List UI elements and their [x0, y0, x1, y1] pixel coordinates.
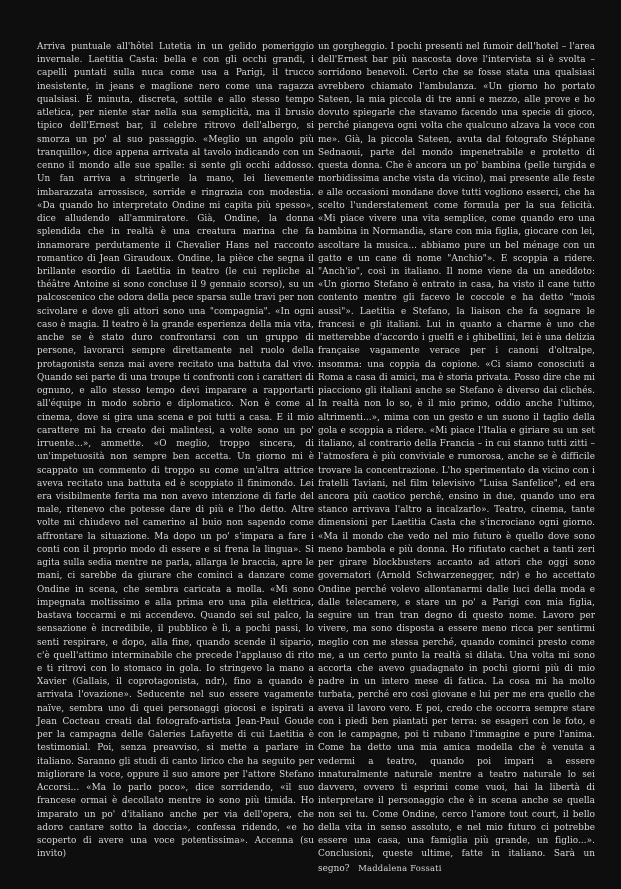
article-text-left: Arriva puntuale all'hôtel Lutetia in un gelido pomeriggio invernale. Laetitia Casta: bella e con gli occhi grandi, i capelli puntati sulla nuca come usa a Parigi, il trucco inesistente, in jeans e maglione nero come una ragazza qualsiasi. È minuta, discreta, sottile e allo stesso tempo atletica, per niente star nella sua semplicità, ma il brusio tipico dell'Ernest bar, il celebre ritrovo dell'albergo, si smorza un po' al suo passaggio. «Meglio un angolo più tranquillo», dice appena arrivata al tavolo indicando con un cenno il mondo alle sue spalle: si sente gli occhi addosso. Un fan arriva a stringerle la mano, lei lievemente imbarazzata arrossisce, sorride e ringrazia con modestia. «Da quando ho interpretato Ondine mi capita più spesso», dice alludendo all'ammiratore. Già, Ondine, la donna splendida che in realtà è una creatura marina che fa innamorare perdutamente il Chevalier Hans nel racconto romantico di Jean Giraudoux. Ondine, la pièce che segna il brillante esordio di Laetitia in teatro (le cui repliche al théâtre Antoine si sono concluse il 9 gennaio scorso), su un palcoscenico che odora della pece sparsa sulle travi per non scivolare e dove gli attori sono una "compagnia". «In ogni caso è magia. Il teatro è la grande esperienza della mia vita, anche se è stato duro confrontarsi con un gruppo di persone, lavorarci sempre direttamente nel ruolo della protagonista senza mai avere recitato una battuta dal vivo. Quando sei parte di una troupe ti confronti con i caratteri di ognuno, e allo stesso tempo devi imparare a rapportarti all'équipe in modo sobrio e diplomatico. Non è come al cinema, dove si gira una scena e poi tutti a casa. E il mio carattere mi ha creato dei malintesi, a volte sono un po' irruente...», ammette. «O meglio, troppo sincera, di un'impetuosità non sempre ben accetta. Un giorno mi è scappato un commento di troppo su come un'altra attrice aveva recitato una battuta ed è scoppiato il finimondo. Lei era visibilmente ferita ma non avevo intenzione di farle del male, ritenevo che potesse dare di più e l'ho detto. Altre volte mi chiudevo nel camerino al buio non sapendo come affrontare la situazione. Ma dopo un po' s'impara a fare i conti con il proprio modo di essere e si frena la lingua». Si agita sulla sedia mentre ne parla, allarga le braccia, apre le mani, ci sarebbe da giurare che cominci a danzare come Ondine in scena, che sembra caricata a molla. «Mi sono impegnata moltissimo e alla prima ero una pila elettrica, bastava toccarmi e mi accendevo. Quando sei sul palco, la sensazione è incredibile, il pubblico è lì, a pochi passi, lo senti respirare, e dopo, alla fine, quando scende il sipario, c'è quell'attimo interminabile che precede l'applauso di rito e ti ritrovi con lo stomaco in gola. Io stringevo la mano a Xavier (Gallais, il coprotagonista, ndr), fino a quando è arrivata l'ovazione». Seducente nel suo essere vagamente naïve, sembra uno di quei personaggi giocosi e ispirati a Jean Cocteau creati dal fotografo-artista Jean-Paul Goude per la campagna delle Galeries Lafayette di cui Laetitia è testimonial. Poi, senza preavviso, si mette a parlare in italiano. Saranno gli studi di canto lirico che ha seguito per migliorare la voce, oppure il suo amore per l'attore Stefano Accorsi... «Ma lo parlo poco», dice sorridendo, «il suo francese ormai è decollato mentre io sono più timida. Ho imparato un po' d'italiano anche per via dell'opera, che adoro cantare sotto la doccia», confessa ridendo, «e ho scoperto di avere una voce potentissima». Accenna (su invito) — [37, 42, 314, 860]
article-column-right — [318, 41, 595, 876]
article-text-right — [318, 41, 595, 876]
article-column-left — [37, 41, 314, 862]
article-text-right-body: un gorgheggio. I pochi presenti nel fumoir dell'hotel – l'area dell'Ernest bar più nascosta dove l'intervista si è svolta – sorridono benevoli. Certo che se fosse stata una qualsiasi avrebbero chiamato l'ambulanza. «Un giorno ho portato Sateen, la mia piccola di tre anni e mezzo, alle prove e ho dovuto spiegarle che stavamo facendo una specie di gioco, perché piangeva ogni volta che qualcuno alzava la voce con me». Già, la piccola Sateen, avuta dal fotografo Stéphane Sednaoui, parte del mondo impenetrabile e protetto di questa donna. Che è ancora un po' bambina (pelle turgida e morbidissima anche vista da vicino), mai presente alle feste e alle occasioni mondane dove tutti vogliono esserci, che ha scelto l'understatement come formula per la sua felicità. «Mi piace vivere una vita semplice, come quando ero una bambina in Normandia, stare con mia figlia, giocare con lei, ascoltare la musica... abbiamo pure un bel ménage con un gatto e un cane di nome "Anchio"». E scoppia a ridere. "Anch'io", così in italiano. Il nome viene da un aneddoto: «Un giorno Stefano è entrato in casa, ha visto il cane tutto contento mentre gli facevo le coccole e ha detto "mois aussi"». Laetitia e Stefano, la liaison che fa sognare le francesi e gli italiani. Lui in quanto a charme è uno che metterebbe d'accordo i guelfi e i ghibellini, lei è una delizia française vagamente verace per i canoni d'oltralpe, insomma: una coppia da copione. «Ci siamo conosciuti a Roma a casa di amici, ma è storia privata. Posso dire che mi piacciono gli italiani anche se Stefano è diverso dai clichés. In realtà non lo so, è il mio primo, oddio anche l'ultimo, altrimenti...», mima con un gesto e un suono il taglio della gola e scoppia a ridere. «Mi piace l'Italia e giriare su un set italiano, al contrario della Francia – in cui stanno tutti zitti – l'atmosfera è più conviviale e rumorosa, anche se è difficile trovare la concentrazione. L'ho sperimentato da vicino con i fratelli Taviani, nel film televisivo "Luisa Sanfelice", ed era ancora più caotico perché, ensino in due, quando uno era stanco arrivava l'altro a incalzarlo». Teatro, cinema, tante dimensioni per Laetitia Casta che s'incrociano ogni giorno. «Ma il mondo che vedo nel mio futuro è quello dove sono meno bambola e più donna. Ho rifiutato cachet a tanti zeri per girare blockbusters accanto ad attori che oggi sono governatori (Arnold Schwarzenegger, ndr) e ho accettato Ondine perché volevo allontanarmi dalle luci della moda e dalle telecamere, e stare un po' a Parigi con mia figlia, seguire un tran tran degno di questo nome. Lavoro per vivere, ma sono disposta a essere meno ricca per sentirmi meglio con me stessa perché, quando cominci presto come me, a un certo punto la realtà si dilata. Una volta mi sono accorta che avevo guadagnato in pochi giorni più di mio padre in un intero mese di fatica. La cosa mi ha molto turbata, perché ero così giovane e lui per me era quello che aveva il lavoro vero. E poi, credo che occorra sempre stare con i piedi ben piantati per terra: se esageri con le foto, e con le campagne, poi ti rubano l'immagine e pure l'anima. Come ha detto una mia amica modella che è venuta a vedermi a teatro, quando poi impari a essere innaturalmente naturale mentre a teatro naturale lo sei davvero, ovvero ti esprimi come vuoi, hai la libertà di interpretare il personaggio che è in scena anche se quella non sei tu. Come Ondine, cerco l'amore tout court, il bello della vita in senso assoluto, e nel mio futuro ci potrebbe essere una casa, una famiglia più grande, un figlio...». Conclusioni, queste ultime, fatte in italiano. Sarà un segno? — [318, 42, 595, 874]
author-signature: Maddalena Fossati — [358, 862, 442, 873]
